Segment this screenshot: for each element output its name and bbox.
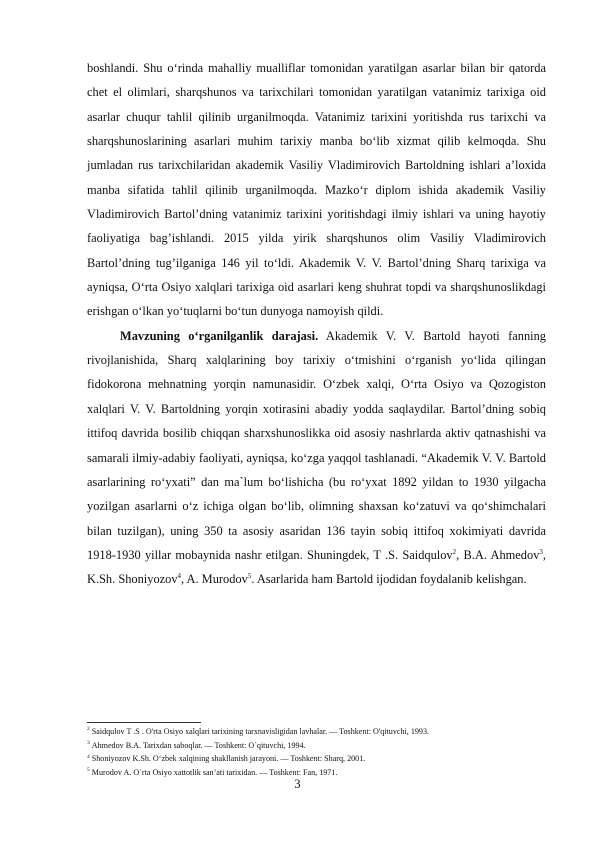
footnote-text: Ahmedov B.A. Tarixdan saboqlar. — Toshkent: O`qituvchi, 1994. [91, 740, 306, 750]
footnote-ref[interactable]: 2 [452, 547, 457, 556]
paragraph-text: . Asarlarida ham Bartold ijodidan foydalanib kelishgan. [251, 572, 527, 587]
paragraph-text: , A. Murodov [181, 572, 248, 587]
paragraph-text: Akademik V. V. Bartold hayoti fanning rivojlanishida, Sharq xalqlarining boy tarixiy o‘tmishini o‘rganish yo‘lida qilingan fidokorona mehnatning yorqin namunasidir. O‘zbek xalqi, O‘rta Osiyo va Qozogiston xalqlari V. V. Bartoldning yorqin xotirasini abadiy yodda saqlaydilar. Bartol’dning sobiq ittifoq davrida bosilib chiqqan sharxshunoslikka oid asosiy nashrlarda aktiv qatnashishi va samarali ilmiy-adabiy faoliyati, ayniqsa, ko‘zga yaqqol tashlanadi. “Akademik V. V. Bartold asarlarining ro‘yxati” dan ma`lum bo‘lishicha (bu ro‘yxat 1892 yildan to 1930 yilgacha yozilgan asarlarni o‘z ichiga olgan bo‘lib, olimning shaxsan ko‘zatuvi va qo‘shimchalari bilan tuzilgan), uning 350 ta asosiy asaridan 136 tayin sobiq ittifoq xokimiyati davrida 1918-1930 yillar mobaynida nashr etilgan. Shuningdek, T .S. Saidqulov [87, 328, 546, 562]
footnote-ref[interactable]: 5 [247, 572, 252, 581]
main-text [87, 56, 546, 592]
footnote-text: Shoniyozov K.Sh. O‘zbek xalqining shakllanish jarayoni. — Toshkent: Sharq, 2001. [91, 754, 366, 764]
footnote-ref[interactable]: 4 [177, 572, 182, 581]
section-heading: Mavzuning o‘rganilganlik darajasi. [120, 328, 319, 343]
footnote-number: 4 [87, 753, 90, 760]
footnote-ref[interactable]: 3 [539, 547, 543, 556]
footnotes [87, 725, 546, 779]
footnote-text: Saidqulov T .S . O'rta Osiyo xalqlari tarixining tarxnavisligidan lavhalar. — Toshkent: O'qituvchi, 1993. [91, 727, 430, 736]
footnote-separator [87, 722, 201, 723]
footnote-number: 3 [87, 739, 90, 746]
paragraph-intro: boshlandi. Shu o‘rinda mahalliy mualliflar tomonidan yaratilgan asarlar bilan bir qatorda chet el olimlari, sharqshunos va tarixchilari tomonidan yaratilgan vatanimiz tarixiga oid asarlar chuqur tahlil qilinib urganilmoqda. Vatanimiz tarixini yoritishda rus tarixchi va sharqshunoslarining asarlari muhim tarixiy manba bo‘lib xizmat qilib kelmoqda. Shu jumladan rus tarixchilaridan akademik Vasiliy Vladimirovich Bartoldning ishlari a’loxida manba sifatida tahlil qilinib urganilmoqda. Mazko‘r diplom ishida akademik Vasiliy Vladimirovich Bartol’dning vatanimiz tarixini yoritishdagi ilmiy ishlari va uning hayotiy faoliyatiga bag’ishlandi. 2015 yilda yirik sharqshunos olim Vasiliy Vladimirovich Bartol’dning tug’ilganiga 146 yil to‘ldi. Akademik V. V. Bartol’dning Sharq tarixiga va ayniqsa, O‘rta Osiyo xalqlari tarixiga oid asarlari keng shuhrat topdi va sharqshunoslikdagi erishgan o‘lkan yo‘tuqlarni bo‘tun dunyoga namoyish qildi. [87, 61, 546, 319]
footnote-number: 2 [87, 726, 90, 733]
footnote [87, 752, 546, 766]
paragraph-text: , B.A. Ahmedov [456, 547, 540, 562]
footnote-text: Murodov A. O`rta Osiyo xattotlik san’ati tarixidan. — Toshkent: Fan, 1971. [91, 767, 338, 777]
page-number: 3 [294, 777, 301, 791]
footnote [87, 725, 546, 739]
paragraph-text: , K.Sh. Shoniyozov [87, 547, 546, 587]
footnote [87, 739, 546, 753]
paragraph-literature-review [87, 324, 546, 592]
footnote-number: 5 [87, 767, 90, 774]
